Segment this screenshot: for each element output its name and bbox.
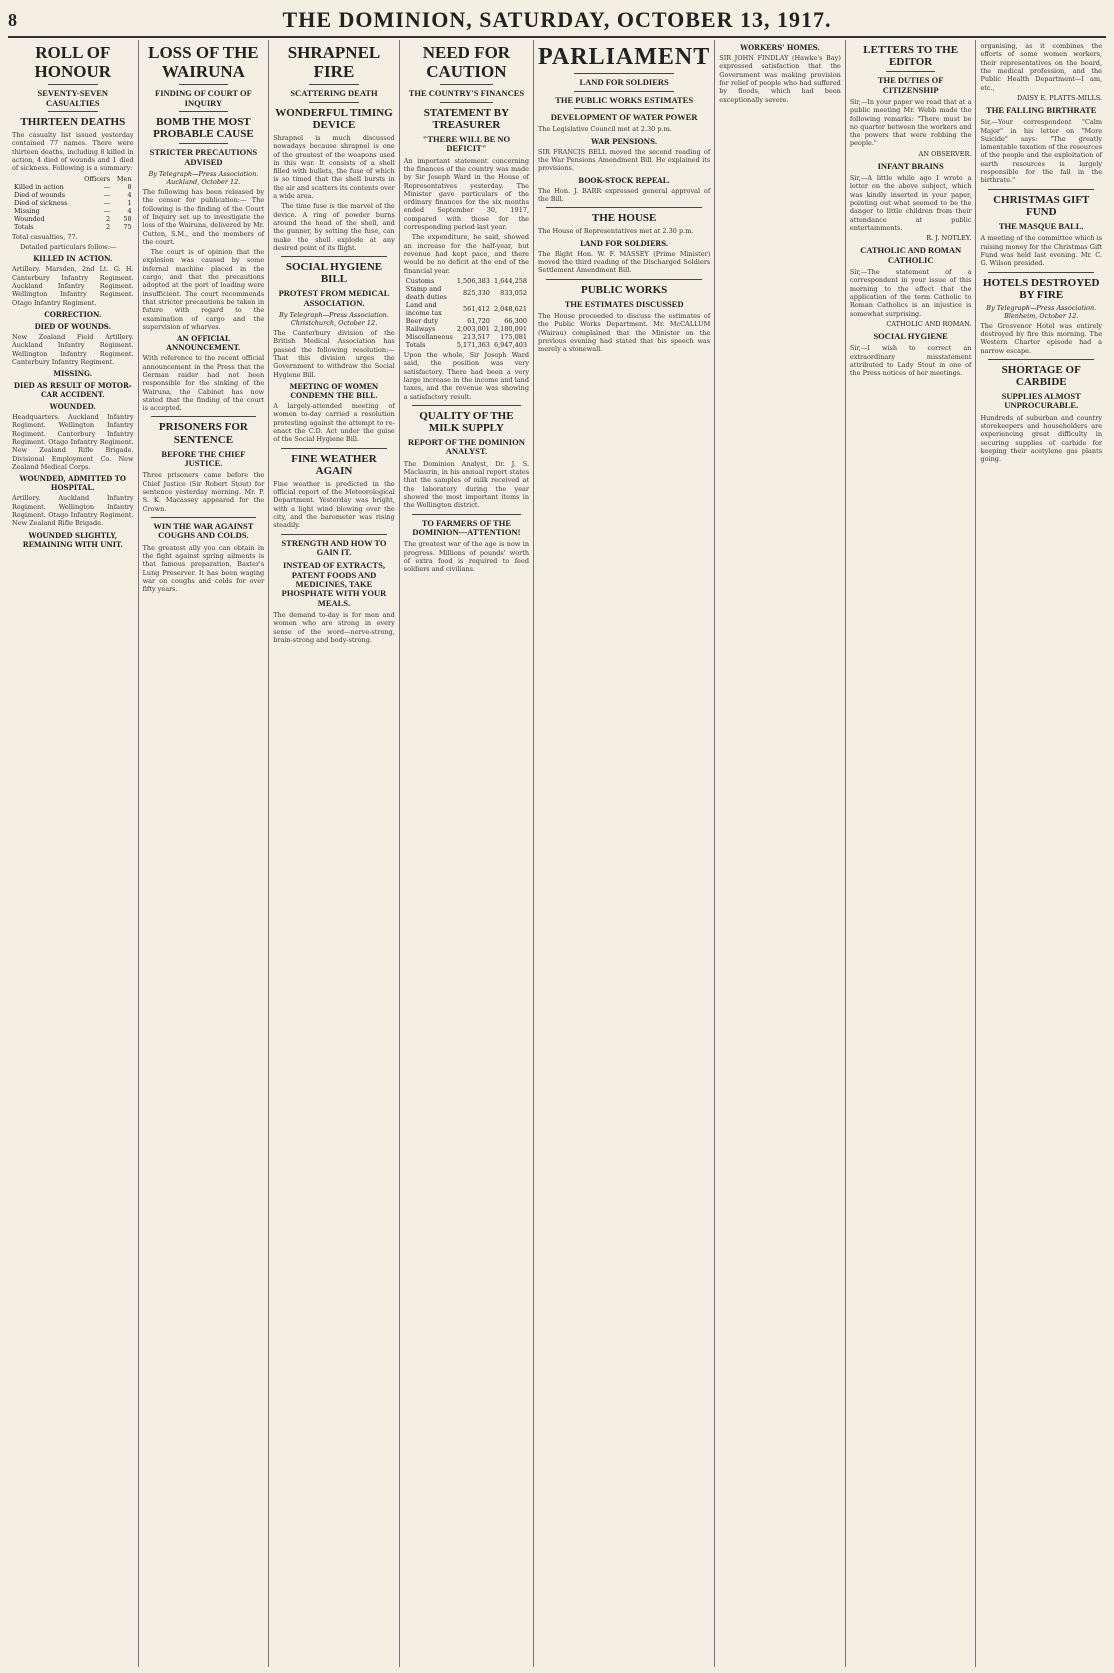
war-pensions-heading: WAR PENSIONS. <box>591 136 658 146</box>
headline: NEED FOR CAUTION <box>422 43 511 81</box>
admitted-heading: WOUNDED, ADMITTED TO HOSPITAL. <box>19 474 126 493</box>
byline: By Telegraph—Press Association. Auckland, October 12. <box>148 169 259 186</box>
letter-heading: SOCIAL HYGIENE <box>873 330 948 341</box>
milk-headline: QUALITY OF THE MILK SUPPLY <box>419 409 514 434</box>
article-body: Upon the whole, Sir Joseph Ward said, the position was very satisfactory. There had been a very large increase in the income and land taxes, and the revenue was showing a satisfactory result. <box>403 350 530 401</box>
section-heading-2: STRICTER PRECAUTIONS ADVISED <box>149 147 258 167</box>
headline: LOSS OF THE WAIRUNA <box>148 43 259 81</box>
land-body: The Right Hon. W. F. MASSEY (Prime Minister) moved the third reading of the Discharged Soldiers Settlement Amendment Bill. <box>538 249 711 275</box>
column-roll-of-honour <box>8 40 139 1667</box>
article-body: The Legislative Council met at 2.30 p.m. <box>538 125 672 134</box>
column-parliament <box>534 40 715 1667</box>
wounded-list: Headquarters. Auckland Infantry Regiment. Wellington Infantry Regiment. Canterbury Infantry Regiment. Otago Infantry Regiment. New Zealand Rifle Brigade. Divisional Employment Co. New Zealand Medical Corps. <box>12 413 134 472</box>
table-row: Miscellaneous 213,517 175,081 <box>405 332 528 341</box>
farmers-body: The greatest war of the age is now in progress. Millions of pounds' worth of extra food is required to feed soldiers and civilians. <box>403 540 530 574</box>
workers-homes-heading: WORKERS' HOMES. <box>740 43 820 52</box>
died-wounds-heading: DIED OF WOUNDS. <box>34 321 112 331</box>
table-row: Stamp and death duties 825,330 833,052 <box>405 284 528 301</box>
letter-body: Sir,—A little while ago I wrote a letter on the above subject, which was kindly inserted in your paper, pointing out what seemed to be the danger to little children from their attendance at public entertainments. <box>849 174 972 232</box>
hotels-fire-body: The Grosvenor Hotel was entirely destroyed by fire this morning. The Western Charter episode had a narrow escape. <box>980 321 1103 355</box>
article-body: The following has been released by the censor for publication:— The following is the finding of the Court of Inquiry set up to investigate the loss of the Wairuna, delivered by Mr. Cutten, S.M., and the members of the court. <box>142 187 265 246</box>
house-body: The House of Representatives met at 2.30 p.m. <box>538 227 694 236</box>
book-stock-body: The Hon. J. BARR expressed general approval of the Bill. <box>538 186 711 203</box>
column-shrapnel <box>269 40 400 1667</box>
subhead: FINDING OF COURT OF INQUIRY <box>155 88 252 108</box>
letter-signature: AN OBSERVER. <box>918 149 972 158</box>
section-heading: BOMB THE MOST PROBABLE CAUSE <box>153 116 254 141</box>
revenue-table <box>404 277 529 349</box>
correction-heading: CORRECTION. <box>44 309 102 319</box>
table-row: Beer duty 61,720 66,300 <box>405 316 528 325</box>
strength-body: The demand to-day is for men and women who are strong in every sense of the word—nerve-strong, brain-strong and body-strong. <box>273 611 395 644</box>
milk-body: The Dominion Analyst, Dr. J. S. Maclaurin, in his annual report states that the samples of milk received at the laboratory during the year showed the most important items in the Wellington district. <box>403 459 530 510</box>
table-row: Wounded 2 58 <box>14 214 132 223</box>
letter-body: Sir,—The statement of a correspondent in your issue of this morning to the effect that the application of the term Catholic to Roman Catholics is an injustice is somewhat surprising. <box>849 267 972 318</box>
social-hygiene-body: The Canterbury division of the British Medical Association has passed the following resolution:—That this division urges the Government to withdraw the Social Hygiene Bill. <box>273 329 395 379</box>
house-headline: THE HOUSE <box>591 212 657 225</box>
article-body: An important statement concerning the finances of the country was made by Sir Joseph Ward in the House of Representatives yesterday. The Minister gave particulars of the ordinary finances for the six months ended September 30, 1917, compared with those for the corresponding period last year. <box>403 156 530 232</box>
article-body: The time fuse is the marvel of the device. A ring of powder burns around the head of the shell, and the gunner, by setting the fuse, can make the shell explode at any desired point of its flight. <box>273 202 395 252</box>
carbide-headline: SHORTAGE OF CARBIDE <box>1001 363 1081 389</box>
column-misc <box>976 40 1106 1667</box>
columns <box>8 40 1106 1667</box>
advert-heading: WIN THE WAR AGAINST COUGHS AND COLDS. <box>153 520 254 541</box>
headline: LETTERS TO THE EDITOR <box>863 44 959 69</box>
social-hygiene-headline: SOCIAL HYGIENE BILL <box>285 261 383 286</box>
letter-heading: CATHOLIC AND ROMAN CATHOLIC <box>860 245 962 265</box>
announcement-heading: AN OFFICIAL ANNOUNCEMENT. <box>166 334 241 353</box>
died-accident-heading: DIED AS RESULT OF MOTOR-CAR ACCIDENT. <box>13 381 132 400</box>
social-hygiene-subhead: PROTEST FROM MEDICAL ASSOCIATION. <box>278 288 390 308</box>
public-works-body: The House proceeded to discuss the estimates of the Public Works Department. Mr. McCALLUM (Wairau) complained that the Minister on the previous evening had stated that his speech was merely a stonewall. <box>538 312 711 354</box>
byline: By Telegraph—Press Association. Blenheim, October 12. <box>986 303 1097 320</box>
section-heading: STATEMENT BY TREASURER <box>423 106 510 131</box>
strength-subhead: INSTEAD OF EXTRACTS, PATENT FOODS AND MEDICINES, TAKE PHOSPHATE WITH YOUR MEALS. <box>281 560 387 608</box>
killed-list: Artillery. Marsden, 2nd Lt. G. H. Canterbury Infantry Regiment. Auckland Infantry Regiment. Wellington Infantry Regiment. Otago Infantry Regiment. <box>12 265 134 307</box>
table-row: Land and income tax 561,412 2,048,621 <box>405 300 528 317</box>
page-number: 8 <box>8 9 17 30</box>
section-heading: THE PUBLIC WORKS ESTIMATES <box>555 94 694 105</box>
letter-signature: R. J. NOTLEY. <box>926 234 972 243</box>
table-row: Died of wounds — 4 <box>14 190 132 199</box>
public-works-headline: PUBLIC WORKS <box>581 283 668 296</box>
table-row: Totals 2 75 <box>14 222 132 231</box>
article-body: The court is of opinion that the explosion was caused by some infernal machine placed in the cargo, and that the precautions adopted at the port of loading were insufficient. The court recommends that stricter precautions be taken in future with regard to the examination of cargo and the supervision of wharves. <box>142 248 265 331</box>
christmas-fund-body: A meeting of the committee which is raising money for the Christmas Gift Fund was held last evening. Mr. C. G. Wilson presided. <box>980 234 1103 268</box>
public-works-subhead: THE ESTIMATES DISCUSSED <box>564 298 684 309</box>
subhead: LAND FOR SOLDIERS <box>579 77 669 88</box>
carbide-body: Hundreds of suburban and country storekeepers and householders are experiencing great difficulty in securing supplies of carbide for keeping their acetylene gas plants going. <box>980 413 1103 464</box>
weather-headline: FINE WEATHER AGAIN <box>291 452 377 477</box>
total-line: Total casualties, 77. <box>12 232 78 241</box>
headline: ROLL OF HONOUR <box>34 43 112 81</box>
article-body: The expenditure, he said, showed an increase for the half-year, but revenue had kept pace, and there would be no deficit at the end of the financial year. <box>403 233 530 275</box>
meeting-body: A largely-attended meeting of women to-day carried a resolution protesting against the attempt to re-enact the C.D. Act under the guise of the Social Hygiene Bill. <box>273 402 395 444</box>
casualty-summary-table <box>12 175 134 231</box>
table-row: Missing — 4 <box>14 206 132 215</box>
letter-heading: THE DUTIES OF CITIZENSHIP <box>877 75 944 95</box>
quote-heading: "THERE WILL BE NO DEFICIT" <box>422 133 511 154</box>
strength-heading: STRENGTH AND HOW TO GAIN IT. <box>281 537 387 557</box>
died-wounds-list: New Zealand Field Artillery. Auckland Infantry Regiment. Wellington Infantry Regiment. Canterbury Infantry Regiment. <box>12 332 134 366</box>
column-parliament-continued <box>715 40 846 1667</box>
killed-heading: KILLED IN ACTION. <box>33 254 113 264</box>
column-wairuna <box>139 40 270 1667</box>
table-row: Railways 2,003,001 2,180,091 <box>405 324 528 333</box>
masthead <box>8 4 1106 38</box>
land-heading: LAND FOR SOLDIERS. <box>579 238 669 248</box>
byline: By Telegraph—Press Association. Christchurch, October 12. <box>279 311 389 328</box>
section-heading: THIRTEEN DEATHS <box>20 116 126 129</box>
letter-body: Sir,—Your correspondent "Calm Major" in his letter on "More Suicide" says: "The greatly lamentable taxation of the resources of the people and the exploitation of earth resources is largely responsible for the fall in the birthrate." <box>980 118 1103 185</box>
wounded-heading: WOUNDED. <box>49 402 96 412</box>
table-row: Killed in action — 8 <box>14 182 132 191</box>
table-header: Officers Men <box>84 174 132 183</box>
subhead: THE COUNTRY'S FINANCES <box>408 88 525 99</box>
christmas-fund-subhead: THE MASQUE BALL. <box>998 220 1084 231</box>
prisoners-subhead: BEFORE THE CHIEF JUSTICE. <box>161 448 246 468</box>
table-row: Customs 1,506,383 1,644,258 <box>405 276 528 285</box>
announcement-body: With reference to the recent official announcement in the Press that the German raider had not been responsible for the sinking of the Wairuna, the Cabinet has now stated that the finding of the court is accepted. <box>142 354 265 413</box>
war-pensions-body: SIR FRANCIS BELL moved the second reading of the War Pensions Amendment Bill. He explained its provisions. <box>538 147 711 173</box>
letter-heading: THE FALLING BIRTHRATE <box>986 104 1097 115</box>
weather-body: Fine weather is predicted in the official report of the Meteorological Department. Yesterday was bright, with a light wind blowing over the city, and the barometer was rising steadily. <box>273 479 395 530</box>
advert-body: The greatest ally you can obtain in the fight against spring ailments is that famous preparation, Baxter's Lung Preserver. It has been waging war on coughs and colds for over fifty years. <box>142 543 265 594</box>
meeting-heading: MEETING OF WOMEN CONDEMN THE BILL. <box>289 382 379 401</box>
farmers-heading: TO FARMERS OF THE DOMINION—ATTENTION! <box>412 517 521 537</box>
admitted-list: Artillery. Auckland Infantry Regiment. Wellington Infantry Regiment. Otago Infantry Regiment. New Zealand Rifle Brigade. <box>12 494 134 528</box>
book-stock-heading: BOOK-STOCK REPEAL. <box>578 175 670 185</box>
letter-body: Sir,—I wish to correct an extraordinary misstatement attributed to Lady Stout in one of the Press notices of her meetings. <box>849 344 972 378</box>
column-finances <box>400 40 534 1667</box>
prisoners-body: Three prisoners came before the Chief Justice (Sir Robert Stout) for sentence yesterday morning. Mr. P. S. K. Macassey appeared for the Crown. <box>142 471 265 513</box>
headline: PARLIAMENT <box>538 44 711 70</box>
article-body: Shrapnel is much discussed nowadays because shrapnel is one of the greatest of the weapons used in this war. It consists of a shell filled with bullets, the fuse of which is so timed that the shell bursts in the air and scatters its contents over a wide area. <box>273 133 395 201</box>
missing-heading: MISSING. <box>53 369 93 379</box>
subhead: SCATTERING DEATH <box>290 88 378 99</box>
table-row: Died of sickness — 1 <box>14 198 132 207</box>
column-letters <box>846 40 977 1667</box>
slightly-wounded-heading: WOUNDED SLIGHTLY, REMAINING WITH UNIT. <box>22 530 123 549</box>
workers-homes-body: SIR JOHN FINDLAY (Hawke's Bay) expressed satisfaction that the Government was making provision for relief of people who had suffered by floods, which had been exceptionally severe. <box>719 54 841 104</box>
christmas-fund-headline: CHRISTMAS GIFT FUND <box>993 193 1090 218</box>
milk-subhead: REPORT OF THE DOMINION ANALYST. <box>407 437 525 457</box>
newspaper-title: THE DOMINION, SATURDAY, OCTOBER 13, 1917. <box>282 7 832 32</box>
letter-signature: CATHOLIC AND ROMAN. <box>886 319 972 328</box>
section-heading: WONDERFUL TIMING DEVICE <box>275 106 393 131</box>
detail-line: Detailed particulars follow:— <box>20 243 117 252</box>
letter-body: Sir,—In your paper we read that at a public meeting Mr. Webb made the following remarks: "There must be no quarter between the workers and the powers that were robbing the people." <box>849 97 972 148</box>
article-intro: The casualty list issued yesterday contained 77 names. There were thirteen deaths, including 8 killed in action, 4 died of wounds and 1 died of sickness. Following is a summary: <box>12 131 134 173</box>
headline: SHRAPNEL FIRE <box>287 43 381 81</box>
section-heading-2: DEVELOPMENT OF WATER POWER <box>550 112 698 123</box>
prisoners-headline: PRISONERS FOR SENTENCE <box>158 421 248 446</box>
letter-body-continued: organising, as it combines the efforts of some women workers, their representatives on the board, the medical profession, and the Public Health Department—I am, etc., <box>980 42 1103 92</box>
hotels-fire-headline: HOTELS DESTROYED BY FIRE <box>983 276 1100 301</box>
carbide-subhead: SUPPLIES ALMOST UNPROCURABLE. <box>1001 391 1081 411</box>
subhead: SEVENTY-SEVEN CASUALTIES <box>37 88 109 108</box>
letter-heading: INFANT BRAINS <box>877 160 944 171</box>
letter-signature: DAISY E. PLATTS-MILLS. <box>1017 93 1103 102</box>
table-row: Totals 5,171,363 6,947,403 <box>405 340 528 349</box>
